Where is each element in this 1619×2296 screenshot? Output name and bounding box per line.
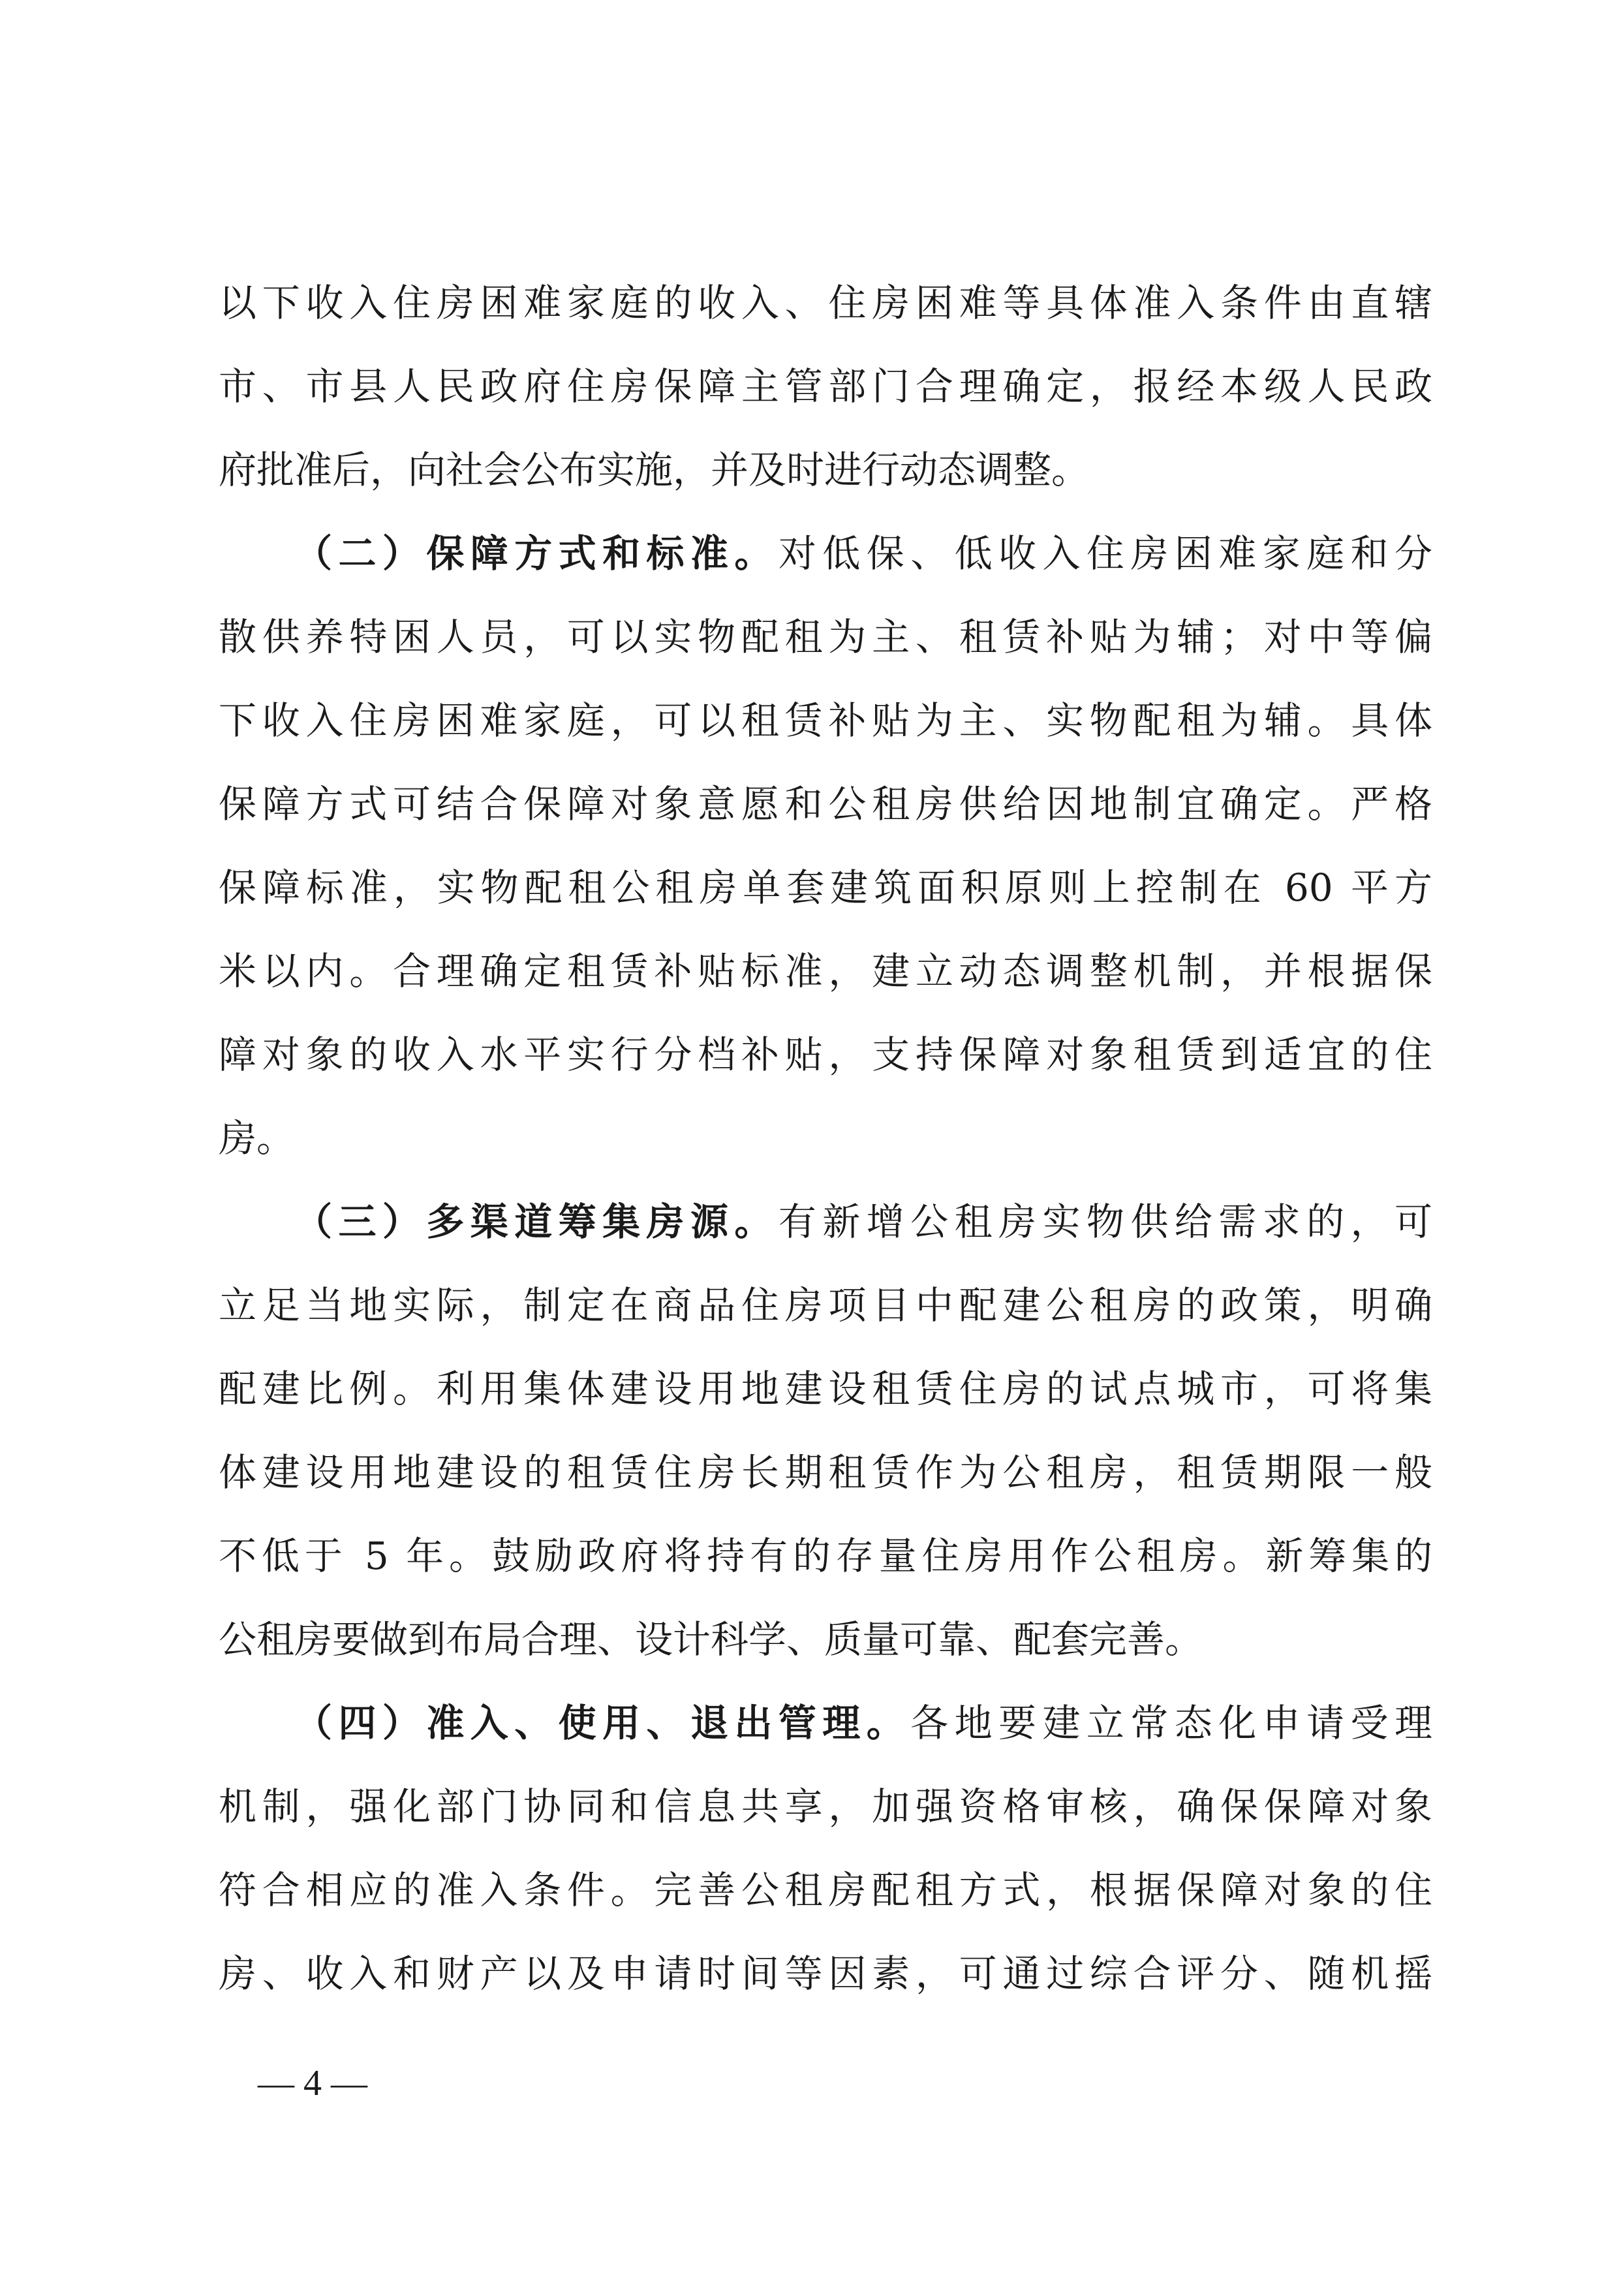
text-line-13: 立足当地实际，制定在商品住房项目中配建公租房的政策，明确 — [219, 1283, 1432, 1327]
section-heading-3-line — [219, 1180, 1432, 1264]
text-line-11: 房。 — [219, 1116, 295, 1160]
text-line-17: 公租房要做到布局合理、设计科学、质量可靠、配套完善。 — [219, 1617, 1203, 1662]
text-line-6: 下收入住房困难家庭，可以租赁补贴为主、实物配租为辅。具体 — [219, 698, 1432, 743]
text-line-7: 保障方式可结合保障对象意愿和公租房供给因地制宜确定。严格 — [219, 782, 1432, 826]
text-line-20: 符合相应的准入条件。完善公租房配租方式，根据保障对象的住 — [219, 1868, 1432, 1912]
text-line-15: 体建设用地建设的租赁住房长期租赁作为公租房，租赁期限一般 — [219, 1450, 1432, 1495]
section-4-intro: 各地要建立常态化申请受理 — [910, 1701, 1432, 1745]
text-line-14: 配建比例。利用集体建设用地建设租赁住房的试点城市，可将集 — [219, 1367, 1432, 1411]
text-line-8: 保障标准，实物配租公租房单套建筑面积原则上控制在 60 平方 — [219, 865, 1432, 910]
section-heading-2-line — [219, 512, 1432, 595]
section-3-intro: 有新增公租房实物供给需求的，可 — [778, 1200, 1432, 1244]
section-heading-2: （二）保障方式和标准。 — [294, 531, 779, 576]
section-heading-4-line — [219, 1681, 1432, 1765]
text-line-3: 府批准后，向社会公布实施，并及时进行动态调整。 — [219, 448, 1090, 492]
section-2-intro: 对低保、低收入住房困难家庭和分 — [778, 531, 1432, 576]
text-line-19: 机制，强化部门协同和信息共享，加强资格审核，确保保障对象 — [219, 1784, 1432, 1829]
text-line-2: 市、市县人民政府住房保障主管部门合理确定，报经本级人民政 — [219, 364, 1432, 409]
section-heading-4: （四）准入、使用、退出管理。 — [294, 1701, 911, 1745]
page-number: — 4 — — [258, 2063, 367, 2103]
text-line-5: 散供养特困人员，可以实物配租为主、租赁补贴为辅；对中等偏 — [219, 615, 1432, 659]
body-text — [219, 261, 1432, 2015]
text-line-16: 不低于 5 年。鼓励政府将持有的存量住房用作公租房。新筹集的 — [219, 1534, 1432, 1578]
text-line-1: 以下收入住房困难家庭的收入、住房困难等具体准入条件由直辖 — [219, 281, 1432, 325]
text-line-21: 房、收入和财产以及申请时间等因素，可通过综合评分、随机摇 — [219, 1951, 1432, 1996]
text-line-9: 米以内。合理确定租赁补贴标准，建立动态调整机制，并根据保 — [219, 949, 1432, 993]
text-line-10: 障对象的收入水平实行分档补贴，支持保障对象租赁到适宜的住 — [219, 1032, 1432, 1077]
section-heading-3: （三）多渠道筹集房源。 — [294, 1200, 779, 1244]
